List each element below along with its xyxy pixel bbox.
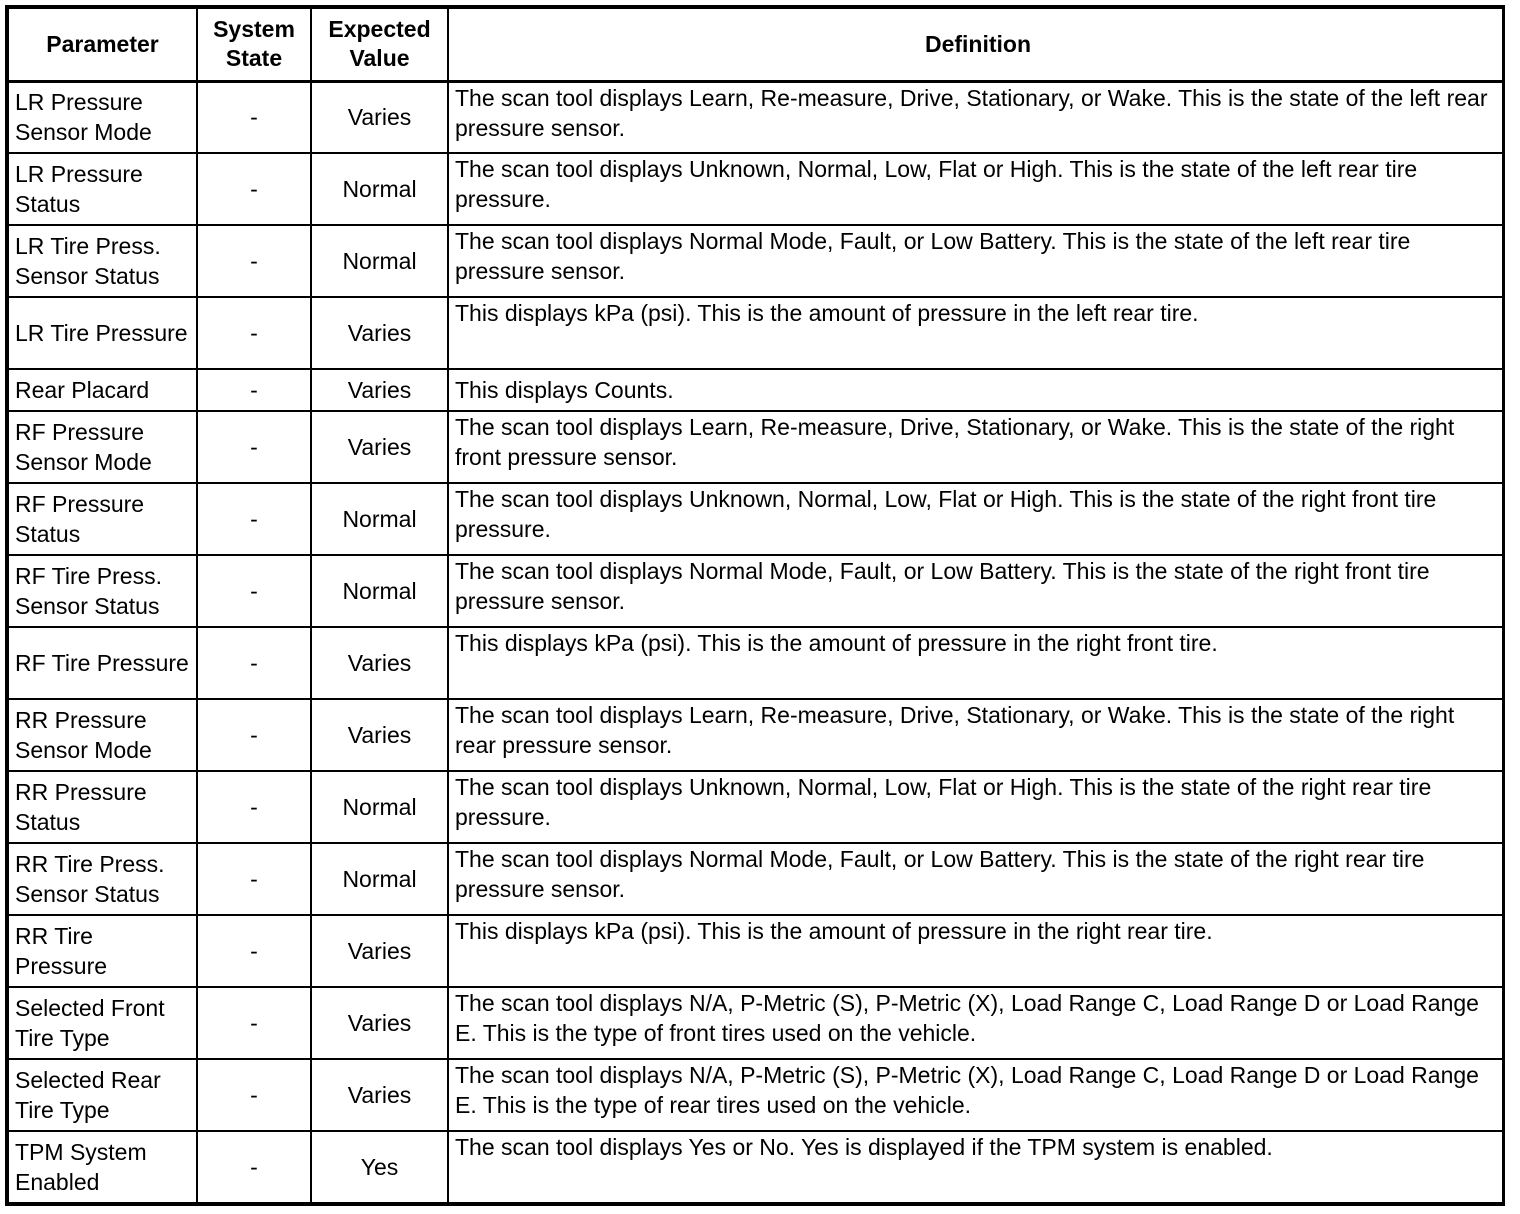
- table-row: [8, 483, 1505, 555]
- parameter-cell: RR Tire Press. Sensor Status: [8, 843, 197, 915]
- table-row: [8, 699, 1505, 771]
- definition-cell: This displays Counts.: [448, 369, 1505, 411]
- definition-cell: The scan tool displays Learn, Re-measure, Drive, Stationary, or Wake. This is the state of the left rear pressure sensor.: [448, 81, 1505, 153]
- header-system-state: System State: [197, 8, 311, 81]
- table-row: [8, 225, 1505, 297]
- expected-value-cell: Varies: [311, 1059, 448, 1131]
- header-expected-value: Expected Value: [311, 8, 448, 81]
- expected-value-cell: Yes: [311, 1131, 448, 1203]
- parameter-cell: LR Pressure Status: [8, 153, 197, 225]
- parameter-cell: RF Tire Pressure: [8, 627, 197, 699]
- table-row: [8, 771, 1505, 843]
- header-row: [8, 8, 1505, 81]
- parameter-cell: Selected Front Tire Type: [8, 987, 197, 1059]
- parameter-cell: RR Pressure Sensor Mode: [8, 699, 197, 771]
- parameter-cell: RF Pressure Status: [8, 483, 197, 555]
- expected-value-cell: Varies: [311, 297, 448, 369]
- table-row: [8, 915, 1505, 987]
- system-state-cell: -: [197, 297, 311, 369]
- system-state-cell: -: [197, 1131, 311, 1203]
- table-row: [8, 81, 1505, 153]
- definition-cell: The scan tool displays Unknown, Normal, Low, Flat or High. This is the state of the left rear tire pressure.: [448, 153, 1505, 225]
- system-state-cell: -: [197, 915, 311, 987]
- expected-value-cell: Varies: [311, 987, 448, 1059]
- definition-cell: The scan tool displays N/A, P-Metric (S), P-Metric (X), Load Range C, Load Range D or Load Range E. This is the type of rear tires used on the vehicle.: [448, 1059, 1505, 1131]
- definition-cell: The scan tool displays N/A, P-Metric (S), P-Metric (X), Load Range C, Load Range D or Load Range E. This is the type of front tires used on the vehicle.: [448, 987, 1505, 1059]
- parameter-table: [7, 7, 1505, 1204]
- table-row: [8, 411, 1505, 483]
- expected-value-cell: Varies: [311, 699, 448, 771]
- definition-cell: This displays kPa (psi). This is the amount of pressure in the right front tire.: [448, 627, 1505, 699]
- definition-cell: This displays kPa (psi). This is the amount of pressure in the right rear tire.: [448, 915, 1505, 987]
- system-state-cell: -: [197, 627, 311, 699]
- parameter-cell: Selected Rear Tire Type: [8, 1059, 197, 1131]
- expected-value-cell: Varies: [311, 411, 448, 483]
- parameter-cell: LR Tire Press. Sensor Status: [8, 225, 197, 297]
- expected-value-cell: Normal: [311, 555, 448, 627]
- table-row: [8, 987, 1505, 1059]
- system-state-cell: -: [197, 483, 311, 555]
- definition-cell: This displays kPa (psi). This is the amount of pressure in the left rear tire.: [448, 297, 1505, 369]
- system-state-cell: -: [197, 153, 311, 225]
- table-row: [8, 1131, 1505, 1203]
- parameter-cell: RF Tire Press. Sensor Status: [8, 555, 197, 627]
- table-row: [8, 627, 1505, 699]
- expected-value-cell: Normal: [311, 843, 448, 915]
- parameter-cell: RR Tire Pressure: [8, 915, 197, 987]
- definition-cell: The scan tool displays Learn, Re-measure, Drive, Stationary, or Wake. This is the state of the right front pressure sensor.: [448, 411, 1505, 483]
- table-row: [8, 369, 1505, 411]
- parameter-cell: RF Pressure Sensor Mode: [8, 411, 197, 483]
- expected-value-cell: Normal: [311, 225, 448, 297]
- definition-cell: The scan tool displays Normal Mode, Fault, or Low Battery. This is the state of the left rear tire pressure sensor.: [448, 225, 1505, 297]
- definition-cell: The scan tool displays Unknown, Normal, Low, Flat or High. This is the state of the right front tire pressure.: [448, 483, 1505, 555]
- expected-value-cell: Normal: [311, 771, 448, 843]
- system-state-cell: -: [197, 843, 311, 915]
- system-state-cell: -: [197, 81, 311, 153]
- expected-value-cell: Varies: [311, 627, 448, 699]
- system-state-cell: -: [197, 225, 311, 297]
- header-parameter: Parameter: [8, 8, 197, 81]
- expected-value-cell: Varies: [311, 81, 448, 153]
- definition-cell: The scan tool displays Normal Mode, Fault, or Low Battery. This is the state of the right front tire pressure sensor.: [448, 555, 1505, 627]
- system-state-cell: -: [197, 699, 311, 771]
- table-row: [8, 843, 1505, 915]
- definition-cell: The scan tool displays Normal Mode, Fault, or Low Battery. This is the state of the right rear tire pressure sensor.: [448, 843, 1505, 915]
- table-row: [8, 153, 1505, 225]
- parameter-cell: LR Tire Pressure: [8, 297, 197, 369]
- parameter-cell: LR Pressure Sensor Mode: [8, 81, 197, 153]
- expected-value-cell: Varies: [311, 915, 448, 987]
- expected-value-cell: Normal: [311, 483, 448, 555]
- table-frame: [5, 5, 1505, 1206]
- definition-cell: The scan tool displays Yes or No. Yes is displayed if the TPM system is enabled.: [448, 1131, 1505, 1203]
- definition-cell: The scan tool displays Learn, Re-measure, Drive, Stationary, or Wake. This is the state of the right rear pressure sensor.: [448, 699, 1505, 771]
- header-definition: Definition: [448, 8, 1505, 81]
- expected-value-cell: Normal: [311, 153, 448, 225]
- table-row: [8, 297, 1505, 369]
- parameter-cell: RR Pressure Status: [8, 771, 197, 843]
- table-row: [8, 555, 1505, 627]
- system-state-cell: -: [197, 369, 311, 411]
- expected-value-cell: Varies: [311, 369, 448, 411]
- system-state-cell: -: [197, 1059, 311, 1131]
- parameter-cell: Rear Placard: [8, 369, 197, 411]
- definition-cell: The scan tool displays Unknown, Normal, Low, Flat or High. This is the state of the right rear tire pressure.: [448, 771, 1505, 843]
- system-state-cell: -: [197, 555, 311, 627]
- system-state-cell: -: [197, 411, 311, 483]
- parameter-cell: TPM System Enabled: [8, 1131, 197, 1203]
- system-state-cell: -: [197, 987, 311, 1059]
- table-row: [8, 1059, 1505, 1131]
- system-state-cell: -: [197, 771, 311, 843]
